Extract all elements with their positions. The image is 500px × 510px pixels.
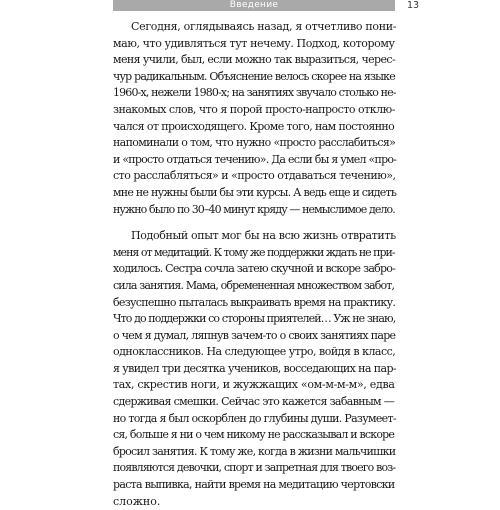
text-line: меня от медитаций. К тому же поддержки ждать не при- [113,245,395,259]
text-line: я увидел три десятка учеников, восседающих на пар- [113,361,397,375]
running-head: Введение [229,0,279,10]
text-line: и «просто отдаться течению». Да если бы я умел «про- [113,152,397,166]
running-head-bar [113,0,395,11]
text-line: ся, больше я ни о чем никому не рассказывал и вскоре [113,428,395,442]
text-line: маю, что удивляться тут нечему. Подход, которому [113,36,395,50]
text-line: Подобный опыт мог бы на всю жизнь отвратить [131,229,396,243]
text-line: бросил занятия. К тому же, когда в жизни мальчишки [113,444,396,458]
text-line: ходилось. Сестра сочла затею скучной и вскоре забро- [113,262,396,276]
text-line: появляются девочки, спорт и запретная для твоего воз- [113,461,396,475]
text-line: Сегодня, оглядываясь назад, я отчетливо пони- [131,20,397,33]
page-number: 13 [407,0,420,11]
text-line: раста выпивка, найти время на медитацию чертовски [113,478,395,492]
text-line: но тогда я был оскорблен до глубины души. Разумеет- [113,411,396,425]
text-line: Что до поддержки со стороны приятелей… Уж не знаю, [113,312,396,326]
text-line: меня учили, был, если можно так выразиться, черес- [113,53,396,67]
text-line: нужно было по 30–40 минут кряду — немыслимое дело. [113,202,395,216]
paragraph-1 [113,19,396,218]
text-line: знакомых слов, что я порой просто-напросто отклю- [113,102,395,116]
text-line: 1960-х, нежели 1980-х; на занятиях звучало столько не- [113,86,396,100]
text-line: сложно. [113,494,161,508]
text-line: сила занятия. Мама, обремененная множеством забот, [113,278,395,292]
paragraph-spacer [113,218,396,228]
text-line: чур радикальным. Объяснение велось скорее на языке [113,69,395,83]
paragraph-2 [113,228,396,510]
text-line: безуспешно пыталась выкраивать время на практику. [113,295,396,309]
text-line: о чем я думал, ляпнув зачем-то о своих занятиях паре [113,328,396,342]
text-line: напоминали о том, что нужно «просто расслабиться» [113,136,396,150]
body-text [113,19,396,510]
text-line: мне не нужны были бы эти курсы. А ведь еще и сидеть [113,185,397,199]
text-line: тах, скрестив ноги, и жужжащих «ом-м-м-м», едва [113,378,395,392]
text-line: одноклассников. На следующее утро, войдя в класс, [113,345,396,359]
text-line: сдерживая смешки. Сейчас это кажется забавным — [113,395,395,409]
text-line: чался от происходящего. Кроме того, нам постоянно [113,119,395,133]
text-line: сто расслабляться» и «просто отдаваться течению», [113,169,396,183]
